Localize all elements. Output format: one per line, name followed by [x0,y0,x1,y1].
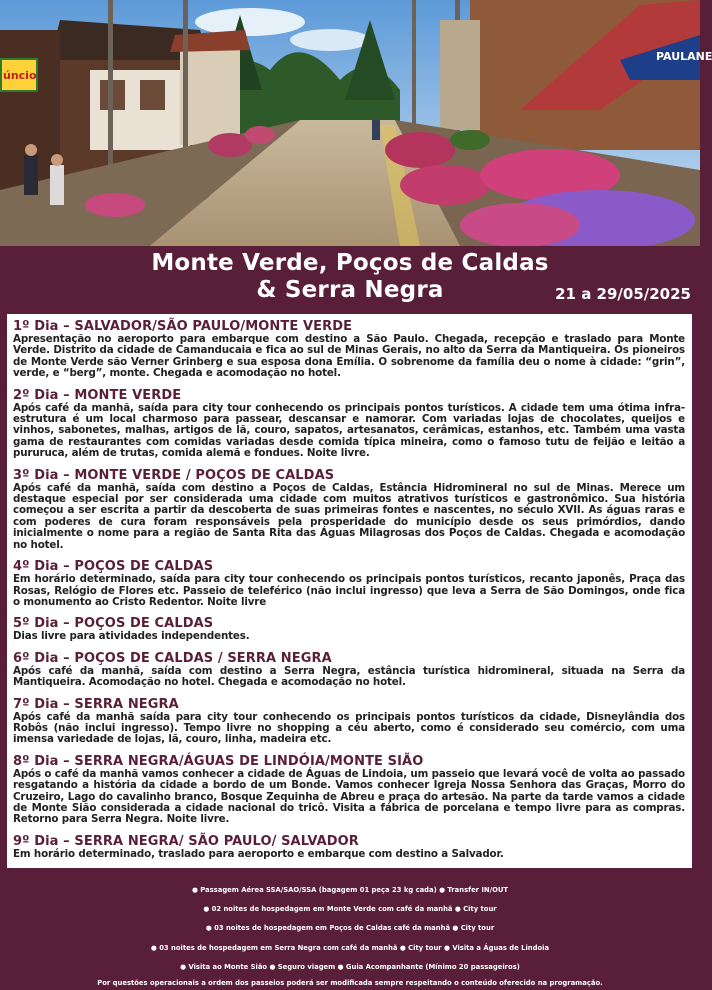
header-photo [0,0,712,246]
itinerary-day [13,652,685,689]
includes-line: ● 03 noites de hospedagem em Poços de Caldas café da manhã ● City tour [205,924,495,933]
day-description: Após o café da manhã vamos conhecer a cidade de Águas de Lindoia, um passeio que levará você de volta ao passado resgatando a história da cidade a bordo de um Bonde. Vamos conhecer Igreja Nossa Senhora das Graças, Morro do Cruzeiro, Lago do cavalinho branco, Bosque Zequinha de Abreu e praça do artesão. Na parte da tarde vamos a cidade de Monte Sião considerada a cidade nacional do tricô. Visita a fábrica de porcelana e tempo livre para as compras. Retorno para Serra Negra. Noite livre. [13,767,685,826]
day-title: 1º Dia – SALVADOR/SÃO PAULO/MONTE VERDE [13,319,353,334]
day-title: 3º Dia – MONTE VERDE / POÇOS DE CALDAS [13,467,335,483]
street-scene-illustration [0,0,700,246]
day-description: Após café da manhã, saída com destino a Poços de Caldas, Estância Hidromineral no sul de Minas. Merece um destaque especial por ser considerada uma cidade com muitos atrativos turísticos e gastronômico. Sua história começou a ser escrita a partir da descoberta de suas primeiras fontes e nascentes, no século XVII. As águas raras e com poderes de cura foram responsáveis pela prosperidade do município desde os seus primórdios, dando inicialmente o nome para a região de Santa Rita das Águas Milagrosas dos Poços de Caldas. Chegada e acomodação no hotel. [13,481,685,551]
itinerary-panel [5,312,694,870]
day-description: Em horário determinado, traslado para aeroporto e embarque com destino a Salvador. [13,847,504,860]
itinerary-day [13,698,685,746]
day-description: Dias livre para atividades independentes. [13,630,250,643]
itinerary-day [13,389,685,460]
day-title: 4º Dia – POÇOS DE CALDAS [13,559,214,575]
package-includes [0,876,700,990]
itinerary-day [13,755,685,826]
includes-line: ● Passagem Aérea SSA/SAO/SSA (bagagem 01 peça 23 kg cada) ● Transfer IN/OUT [191,886,509,894]
day-description: Apresentação no aeroporto para embarque com destino a São Paulo. Chegada, recepção e traslado para Monte Verde. Distrito da cidade de Camanducaia e fica ao sul de Minas Gerais, no alto da Serra da Mantiqueira. Os pioneiros de Monte Verde são Verner Grinberg e sua esposa dona Emília. O sobrenome da família deu o nome à cidade: “grin”, verde, e “berg”, monte. Chegada e acomodação no hotel. [13,333,685,380]
itinerary-day [13,320,685,380]
day-title: 9º Dia – SERRA NEGRA/ SÃO PAULO/ SALVADOR [13,833,359,849]
includes-line: ● 03 noites de hospedagem em Serra Negra com café da manhã ● City tour ● Visita a Águas de Lindoia [150,943,550,952]
includes-line: ● Visita ao Monte Sião ● Seguro viagem ● Guia Acompanhante (Mínimo 20 passageiros) [180,962,520,971]
itinerary-day [13,835,685,860]
footer-note: Por questões operacionais a ordem dos passeios poderá ser modificada sempre respeitando o conteúdo oferecido na programação. [97,979,603,988]
page-title-line-2: & Serra Negra [256,277,444,303]
day-title: 8º Dia – SERRA NEGRA/ÁGUAS DE LINDÓIA/MONTE SIÃO [13,753,424,769]
trip-dates: 21 a 29/05/2025 [555,285,691,303]
page-title-line-1: Monte Verde, Poços de Caldas [151,250,549,276]
itinerary-day [13,560,685,608]
day-title: 7º Dia – SERRA NEGRA [13,696,179,712]
day-title: 5º Dia – POÇOS DE CALDAS [13,616,214,632]
day-description: Após café da manhã, saída com destino a Serra Negra, estância turística hidromineral, situada na Serra da Mantiqueira. Acomodação no hotel. Chegada e acomodação no hotel. [13,664,685,689]
day-title: 2º Dia – MONTE VERDE [13,387,182,403]
itinerary-day [13,469,685,551]
includes-line: ● 02 noites de hospedagem em Monte Verde com café da manhã ● City tour [203,905,497,914]
title-band [0,246,700,310]
store-sign: úncio [0,58,38,92]
itinerary-day [13,617,685,642]
day-description: Em horário determinado, saída para city tour conhecendo os principais pontos turísticos, recanto japonês, Praça das Rosas, Relógio de Flores etc. Passeio de teleférico (não inclui ingresso) que leva a Serra de São Domingos, onde fica o monumento ao Cristo Redentor. Noite livre [13,573,685,608]
day-description: Após café da manhã saída para city tour conhecendo os principais pontos turísticos da cidade, Disneylândia dos Robôs (não inclui ingresso). Tempo livre no shopping a céu aberto, como é considerado seu comércio, com uma imensa variedade de lojas, lã, couro, linha, madeira etc. [13,710,685,746]
awning-label: PAULANE [656,50,712,63]
day-title: 6º Dia – POÇOS DE CALDAS / SERRA NEGRA [13,650,332,666]
day-description: Após café da manhã, saída para city tour conhecendo os principais pontos turísticos. A cidade tem uma ótima infra-estrutura é um local charmoso para passear, descansar e namorar. Com variadas lojas de chocolates, queijos e vinhos, sabonetes, malhas, artigos de lã, couro, sapatos, artesanatos, cerâmicas, estanhos, etc. Também uma vasta gama de restaurantes com comidas variadas desde comida típica mineira, como o famoso tutu de feijão e leitão a pururuca, além de trutas, comida alemã e fondues. Noite livre. [13,401,685,460]
